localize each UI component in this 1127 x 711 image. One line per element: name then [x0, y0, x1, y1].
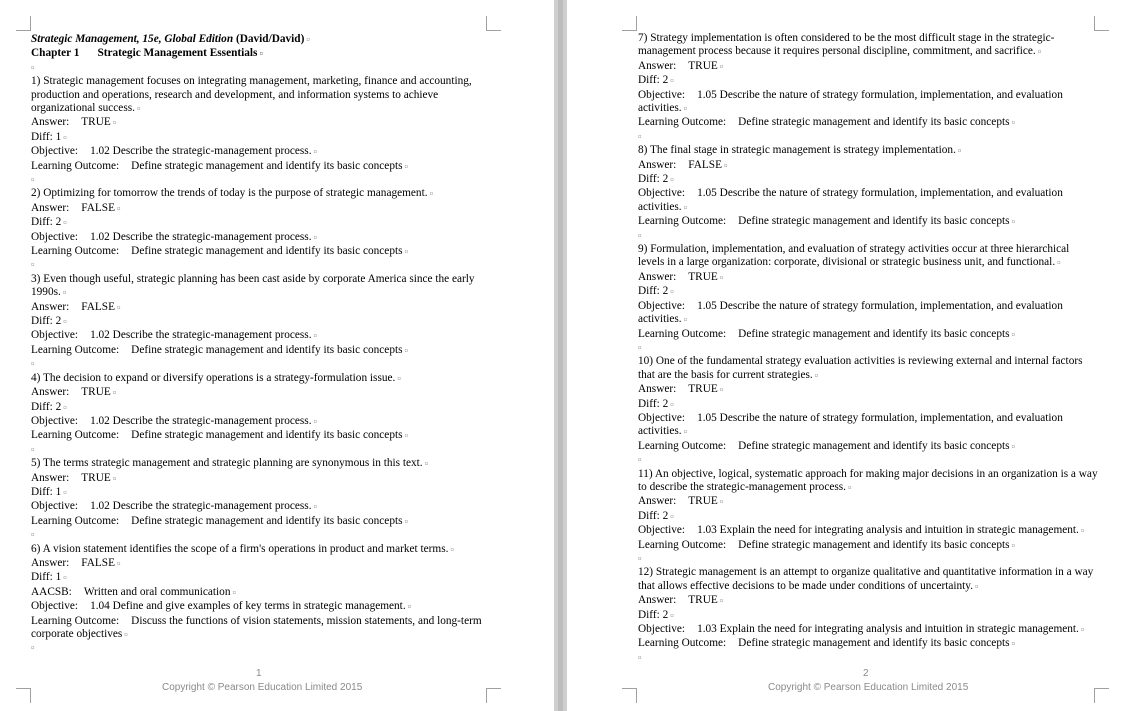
question-stem: 6) A vision statement identifies the scope of a firm's operations in product and market terms. — [31, 542, 449, 555]
paragraph-mark: ¤ — [957, 147, 962, 156]
answer-label: Answer: — [31, 201, 70, 214]
learning-outcome-label: Learning Outcome: — [31, 429, 120, 442]
paragraph-mark: ¤ — [1037, 48, 1042, 57]
difficulty — [638, 285, 1098, 299]
paragraph-mark: ¤ — [1011, 119, 1015, 128]
learning-outcome — [638, 328, 1098, 342]
chapter-heading — [31, 47, 493, 61]
answer-value: FALSE — [81, 300, 115, 313]
empty-paragraph: ¤ — [31, 644, 35, 653]
question-text — [638, 566, 1098, 594]
paragraph-mark: ¤ — [1011, 330, 1015, 339]
question-block — [31, 543, 493, 656]
difficulty-value: Diff: 2 — [638, 608, 669, 621]
learning-outcome-value: Define strategic management and identify its basic concepts — [738, 116, 1010, 129]
learning-outcome-value: Define strategic management and identify its basic concepts — [738, 215, 1010, 228]
learning-outcome-label: Learning Outcome: — [638, 439, 727, 452]
empty-paragraph: ¤ — [31, 63, 35, 72]
difficulty — [31, 315, 493, 329]
question-text — [638, 243, 1098, 271]
question-block — [638, 144, 1098, 243]
empty-paragraph: ¤ — [638, 132, 642, 141]
objective-value: 1.05 Describe the nature of strategy formulation, implementation, and evaluation activities. — [638, 187, 1063, 213]
difficulty-value: Diff: 1 — [31, 485, 62, 498]
learning-outcome — [31, 515, 493, 529]
question-list — [638, 32, 1098, 665]
answer — [638, 383, 1098, 397]
question-text — [638, 468, 1098, 496]
difficulty-value: Diff: 2 — [31, 400, 62, 413]
difficulty-value: Diff: 2 — [31, 216, 62, 229]
difficulty — [638, 74, 1098, 88]
learning-outcome-label: Learning Outcome: — [31, 343, 120, 356]
learning-outcome-value: Define strategic management and identify its basic concepts — [738, 327, 1010, 340]
answer — [31, 557, 493, 571]
question-stem: 11) An objective, logical, systematic approach for making major decisions in an organization is a way to describe the strategic-management process. — [638, 467, 1098, 493]
question-text — [31, 457, 493, 471]
footer-copyright: Copyright © Pearson Education Limited 2015 — [768, 682, 969, 693]
difficulty — [31, 401, 493, 415]
difficulty-value: Diff: 1 — [31, 130, 62, 143]
learning-outcome-label: Learning Outcome: — [31, 159, 120, 172]
book-header — [31, 33, 493, 47]
difficulty — [638, 398, 1098, 412]
question-block — [638, 566, 1098, 665]
learning-outcome — [638, 440, 1098, 454]
objective-label: Objective: — [31, 414, 79, 427]
paragraph-mark: ¤ — [670, 512, 674, 521]
question-block — [31, 273, 493, 372]
chapter-label: Chapter 1 — [31, 47, 80, 60]
question-block — [31, 457, 493, 542]
empty-paragraph: ¤ — [31, 531, 35, 540]
paragraph-mark: ¤ — [404, 248, 408, 257]
objective-value: 1.02 Describe the strategic-management process. — [90, 414, 312, 427]
objective — [638, 524, 1098, 538]
objective — [31, 145, 493, 159]
objective — [638, 300, 1098, 328]
difficulty — [638, 510, 1098, 524]
paragraph-mark: ¤ — [136, 105, 141, 114]
paragraph-mark: ¤ — [112, 119, 117, 128]
paragraph-mark: ¤ — [847, 483, 852, 492]
answer-label: Answer: — [638, 383, 677, 396]
paragraph-mark: ¤ — [670, 288, 674, 297]
answer-label: Answer: — [31, 471, 70, 484]
objective-value: 1.02 Describe the strategic-management process. — [90, 145, 312, 158]
learning-outcome-value: Define strategic management and identify its basic concepts — [131, 245, 403, 258]
question-stem: 12) Strategic management is an attempt to organize qualitative and quantitative information in a way that allows effective decisions to be made under conditions of uncertainty. — [638, 566, 1094, 592]
objective-value: 1.02 Describe the strategic-management process. — [90, 329, 312, 342]
answer — [31, 202, 493, 216]
answer-value: FALSE — [81, 201, 115, 214]
answer — [31, 116, 493, 130]
paragraph-mark: ¤ — [63, 574, 67, 583]
objective-value: 1.05 Describe the nature of strategy formulation, implementation, and evaluation activities. — [638, 299, 1063, 326]
learning-outcome — [31, 160, 493, 174]
paragraph-mark: ¤ — [63, 219, 67, 228]
answer-label: Answer: — [31, 116, 70, 129]
page-body[interactable] — [638, 32, 1098, 665]
aacsb-label: AACSB: — [31, 585, 72, 598]
paragraph-mark: ¤ — [112, 389, 117, 398]
learning-outcome-label: Learning Outcome: — [638, 215, 727, 228]
objective-label: Objective: — [638, 524, 686, 537]
question-block — [31, 372, 493, 457]
paragraph-mark: ¤ — [424, 460, 429, 469]
question-text — [31, 75, 493, 116]
objective-label: Objective: — [31, 600, 79, 613]
question-text — [31, 372, 493, 386]
paragraph-mark: ¤ — [1011, 218, 1015, 227]
page-gutter — [554, 0, 567, 711]
answer-value: TRUE — [81, 116, 111, 129]
paragraph-mark: ¤ — [232, 588, 236, 597]
question-stem: 2) Optimizing for tomorrow the trends of today is the purpose of strategic management. — [31, 187, 428, 200]
question-text — [638, 355, 1098, 383]
answer-value: TRUE — [688, 495, 718, 508]
paragraph-mark: ¤ — [670, 400, 674, 409]
question-stem: 7) Strategy implementation is often considered to be the most difficult stage in the strategic-management process because it requires personal discipline, commitment, and sacrifice. — [638, 32, 1055, 58]
difficulty-value: Diff: 2 — [638, 509, 669, 522]
objective — [31, 500, 493, 514]
learning-outcome — [638, 539, 1098, 553]
paragraph-mark: ¤ — [719, 386, 724, 395]
question-block — [638, 243, 1098, 355]
learning-outcome — [638, 116, 1098, 130]
question-stem: 8) The final stage in strategic management is strategy implementation. — [638, 144, 956, 157]
answer — [638, 495, 1098, 509]
paragraph-mark: ¤ — [670, 611, 674, 620]
objective — [31, 415, 493, 429]
objective-label: Objective: — [31, 145, 79, 158]
empty-paragraph: ¤ — [638, 231, 642, 240]
document-page-2[interactable] — [567, 0, 1127, 711]
paragraph-mark: ¤ — [63, 488, 67, 497]
paragraph-mark: ¤ — [404, 517, 408, 526]
learning-outcome-label: Learning Outcome: — [31, 514, 120, 527]
paragraph-mark: ¤ — [719, 273, 724, 282]
difficulty — [31, 216, 493, 230]
question-block — [638, 32, 1098, 144]
answer — [31, 386, 493, 400]
aacsb — [31, 586, 493, 600]
answer-value: TRUE — [688, 383, 718, 396]
paragraph-mark: ¤ — [1057, 259, 1061, 268]
paragraph-mark: ¤ — [814, 371, 819, 380]
answer-value: FALSE — [81, 556, 115, 569]
document-page-1[interactable] — [0, 0, 554, 711]
objective-label: Objective: — [638, 187, 686, 200]
difficulty — [638, 609, 1098, 623]
learning-outcome — [31, 344, 493, 358]
paragraph-mark: ¤ — [407, 603, 412, 612]
crop-mark — [486, 688, 501, 703]
crop-mark — [486, 16, 501, 31]
paragraph-mark: ¤ — [975, 582, 979, 591]
difficulty-value: Diff: 1 — [31, 571, 62, 584]
empty-paragraph: ¤ — [31, 445, 35, 454]
objective-value: 1.02 Describe the strategic-management process. — [90, 500, 312, 513]
learning-outcome-value: Define strategic management and identify its basic concepts — [738, 439, 1010, 452]
learning-outcome — [638, 637, 1098, 651]
answer-value: FALSE — [688, 158, 722, 171]
objective — [638, 187, 1098, 215]
learning-outcome — [31, 429, 493, 443]
empty-paragraph: ¤ — [31, 261, 35, 270]
chapter-title: Strategic Management Essentials — [97, 47, 258, 60]
crop-mark — [622, 688, 637, 703]
objective-label: Objective: — [31, 230, 79, 243]
paragraph-mark: ¤ — [313, 148, 318, 157]
answer-label: Answer: — [638, 594, 677, 607]
answer-label: Answer: — [638, 158, 677, 171]
empty-paragraph: ¤ — [638, 456, 642, 465]
learning-outcome-label: Learning Outcome: — [638, 327, 727, 340]
objective-value: 1.02 Describe the strategic-management process. — [90, 230, 312, 243]
paragraph-mark: ¤ — [313, 503, 318, 512]
empty-paragraph: ¤ — [638, 554, 642, 563]
paragraph-mark: ¤ — [116, 303, 121, 312]
paragraph-mark: ¤ — [116, 204, 121, 213]
answer — [638, 594, 1098, 608]
objective-label: Objective: — [638, 411, 686, 424]
empty-paragraph: ¤ — [638, 343, 642, 352]
question-block — [31, 75, 493, 187]
paragraph-mark: ¤ — [450, 545, 454, 554]
paragraph-mark: ¤ — [683, 316, 688, 325]
difficulty — [31, 571, 493, 585]
book-title: Strategic Management, 15e, Global Edition — [31, 33, 234, 45]
objective-value: 1.04 Define and give examples of key terms in strategic management. — [90, 600, 406, 613]
answer — [638, 159, 1098, 173]
question-stem: 3) Even though useful, strategic planning has been cast aside by corporate America since the early 1990s. — [31, 272, 475, 299]
question-text — [31, 273, 493, 301]
paragraph-mark: ¤ — [683, 203, 688, 212]
difficulty-value: Diff: 2 — [638, 397, 669, 410]
paragraph-mark: ¤ — [683, 428, 688, 437]
answer-value: TRUE — [81, 386, 111, 399]
learning-outcome-label: Learning Outcome: — [638, 637, 727, 650]
learning-outcome-value: Define strategic management and identify its basic concepts — [738, 637, 1010, 650]
question-stem: 5) The terms strategic management and strategic planning are synonymous in this text. — [31, 457, 423, 470]
question-text — [31, 187, 493, 201]
paragraph-mark: ¤ — [670, 77, 674, 86]
page-number: 1 — [256, 668, 262, 679]
learning-outcome-label: Learning Outcome: — [638, 538, 727, 551]
paragraph-mark: ¤ — [719, 498, 724, 507]
question-block — [31, 187, 493, 272]
objective-label: Objective: — [638, 622, 686, 635]
book-authors: (David/David) — [235, 33, 305, 45]
difficulty-value: Diff: 2 — [638, 74, 669, 87]
empty-paragraph: ¤ — [638, 653, 642, 662]
difficulty-value: Diff: 2 — [31, 315, 62, 328]
answer — [31, 472, 493, 486]
paragraph-mark: ¤ — [1011, 541, 1015, 550]
difficulty-value: Diff: 2 — [638, 173, 669, 186]
aacsb-value: Written and oral communication — [83, 585, 231, 598]
answer-label: Answer: — [638, 495, 677, 508]
paragraph-mark: ¤ — [63, 133, 67, 142]
paragraph-mark: ¤ — [1011, 442, 1015, 451]
paragraph-mark: ¤ — [683, 105, 688, 114]
paragraph-mark: ¤ — [62, 289, 67, 298]
objective — [31, 329, 493, 343]
objective — [638, 89, 1098, 117]
paragraph-mark: ¤ — [1011, 640, 1015, 649]
answer-value: TRUE — [688, 594, 718, 607]
paragraph-mark: ¤ — [313, 417, 318, 426]
paragraph-mark: ¤ — [313, 233, 318, 242]
learning-outcome-value: Define strategic management and identify its basic concepts — [131, 429, 403, 442]
empty-paragraph: ¤ — [31, 176, 35, 185]
learning-outcome-value: Discuss the functions of vision statements, mission statements, and long-term corporate objectives — [31, 614, 482, 640]
footer-copyright: Copyright © Pearson Education Limited 2015 — [162, 682, 363, 693]
crop-mark — [16, 16, 31, 31]
answer — [638, 271, 1098, 285]
page-number: 2 — [863, 668, 869, 679]
paragraph-mark: ¤ — [429, 190, 434, 199]
answer-label: Answer: — [638, 270, 677, 283]
answer-label: Answer: — [31, 386, 70, 399]
objective-value: 1.05 Describe the nature of strategy formulation, implementation, and evaluation activities. — [638, 88, 1063, 115]
learning-outcome — [638, 215, 1098, 229]
objective-label: Objective: — [31, 329, 79, 342]
answer — [31, 301, 493, 315]
question-list — [31, 75, 493, 656]
paragraph-mark: ¤ — [670, 176, 674, 185]
learning-outcome-label: Learning Outcome: — [31, 614, 120, 627]
page-body[interactable] — [31, 33, 493, 656]
learning-outcome-label: Learning Outcome: — [638, 116, 727, 129]
question-text — [31, 543, 493, 557]
paragraph-mark: ¤ — [63, 403, 67, 412]
learning-outcome-label: Learning Outcome: — [31, 245, 120, 258]
learning-outcome-value: Define strategic management and identify its basic concepts — [131, 343, 403, 356]
objective — [31, 600, 493, 614]
objective-value: 1.03 Explain the need for integrating analysis and intuition in strategic management. — [697, 524, 1079, 537]
paragraph-mark: ¤ — [306, 36, 310, 44]
objective-label: Objective: — [638, 88, 686, 101]
question-text — [638, 144, 1098, 158]
difficulty — [31, 486, 493, 500]
crop-mark — [1094, 16, 1109, 31]
paragraph-mark: ¤ — [723, 161, 728, 170]
question-stem: 1) Strategic management focuses on integrating management, marketing, finance and accounting, production and operations, research and development, and information systems to achieve organizational success. — [31, 75, 472, 115]
paragraph-mark: ¤ — [259, 50, 263, 59]
objective-value: 1.05 Describe the nature of strategy formulation, implementation, and evaluation activities. — [638, 411, 1063, 438]
paragraph-mark: ¤ — [112, 474, 117, 483]
difficulty — [638, 173, 1098, 187]
objective — [31, 231, 493, 245]
difficulty-value: Diff: 2 — [638, 285, 669, 298]
paragraph-mark: ¤ — [124, 630, 128, 639]
question-stem: 10) One of the fundamental strategy evaluation activities is reviewing external and internal factors that are the basis for current strategies. — [638, 355, 1083, 381]
crop-mark — [16, 688, 31, 703]
difficulty — [31, 131, 493, 145]
answer-value: TRUE — [81, 471, 111, 484]
empty-paragraph: ¤ — [31, 360, 35, 369]
answer-label: Answer: — [31, 300, 70, 313]
paragraph-mark: ¤ — [1080, 625, 1085, 634]
question-block — [638, 468, 1098, 567]
paragraph-mark: ¤ — [719, 597, 724, 606]
paragraph-mark: ¤ — [404, 346, 408, 355]
answer-value: TRUE — [688, 59, 718, 72]
learning-outcome-value: Define strategic management and identify its basic concepts — [131, 514, 403, 527]
paragraph-mark: ¤ — [397, 374, 401, 383]
paragraph-mark: ¤ — [404, 162, 408, 171]
paragraph-mark: ¤ — [116, 559, 121, 568]
answer — [638, 60, 1098, 74]
paragraph-mark: ¤ — [719, 62, 724, 71]
learning-outcome-value: Define strategic management and identify its basic concepts — [131, 159, 403, 172]
learning-outcome — [31, 615, 493, 643]
paragraph-mark: ¤ — [1080, 527, 1085, 536]
question-text — [638, 32, 1098, 60]
question-stem: 9) Formulation, implementation, and evaluation of strategy activities occur at three hierarchical levels in a large organization: corporate, divisional or strategic business unit, and functional. — [638, 243, 1070, 269]
question-block — [638, 355, 1098, 467]
answer-value: TRUE — [688, 270, 718, 283]
learning-outcome — [31, 245, 493, 259]
answer-label: Answer: — [638, 59, 677, 72]
crop-mark — [622, 16, 637, 31]
paragraph-mark: ¤ — [63, 318, 67, 327]
objective-label: Objective: — [31, 500, 79, 513]
paragraph-mark: ¤ — [404, 432, 408, 441]
question-stem: 4) The decision to expand or diversify operations is a strategy-formulation issue. — [31, 371, 396, 384]
learning-outcome-value: Define strategic management and identify its basic concepts — [738, 538, 1010, 551]
objective-value: 1.03 Explain the need for integrating analysis and intuition in strategic management. — [697, 622, 1079, 635]
objective-label: Objective: — [638, 299, 686, 312]
objective — [638, 623, 1098, 637]
objective — [638, 412, 1098, 440]
answer-label: Answer: — [31, 556, 70, 569]
paragraph-mark: ¤ — [313, 332, 318, 341]
crop-mark — [1094, 688, 1109, 703]
